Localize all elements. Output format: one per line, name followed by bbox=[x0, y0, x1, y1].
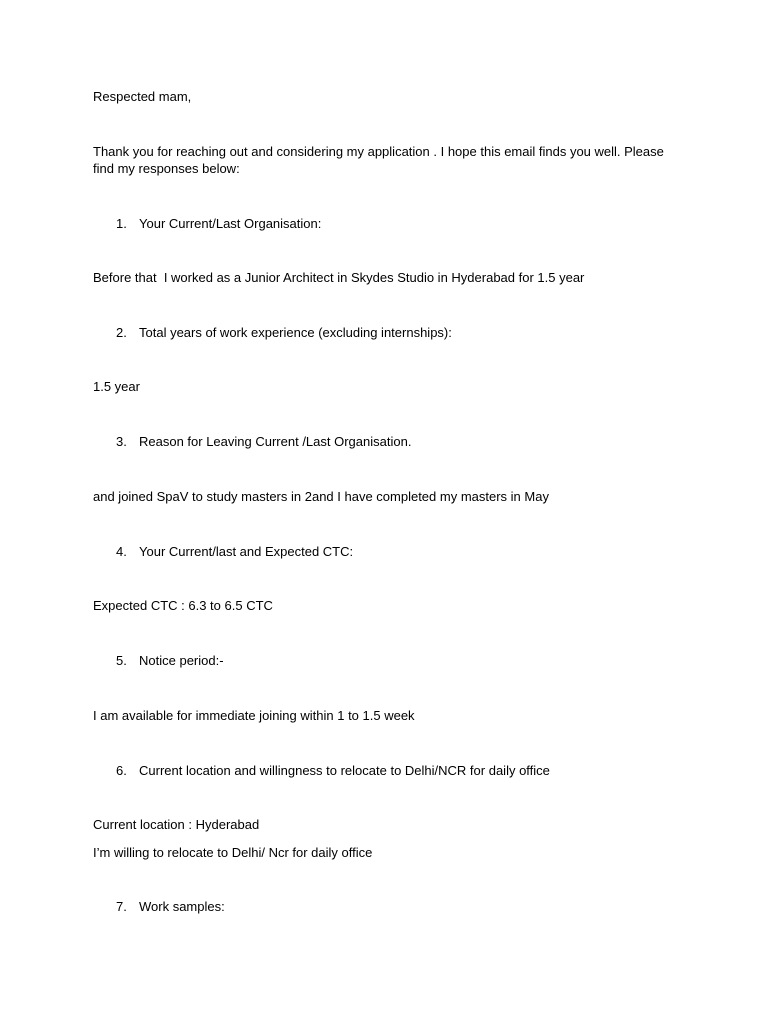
list-item-5 bbox=[116, 652, 676, 669]
question-text: Your Current/last and Expected CTC: bbox=[139, 544, 354, 559]
list-item-1 bbox=[116, 215, 676, 232]
question-text: Current location and willingness to relocate to Delhi/NCR for daily office bbox=[139, 763, 550, 778]
list-number: 1. bbox=[116, 216, 127, 231]
answer-line: I’m willing to relocate to Delhi/ Ncr for daily office bbox=[93, 845, 373, 860]
answer-line: 1.5 year bbox=[93, 379, 140, 394]
question-text: Notice period:- bbox=[139, 653, 224, 668]
list-item-6 bbox=[116, 762, 676, 779]
question-text: Work samples: bbox=[139, 899, 225, 914]
list-number: 3. bbox=[116, 434, 127, 449]
answer-line: I am available for immediate joining within 1 to 1.5 week bbox=[93, 708, 415, 723]
list-number: 6. bbox=[116, 763, 127, 778]
answer-line: Before that I worked as a Junior Architect in Skydes Studio in Hyderabad for 1.5 year bbox=[93, 270, 585, 285]
question-text: Total years of work experience (excluding internships): bbox=[139, 325, 452, 340]
list-item-3 bbox=[116, 433, 676, 450]
list-number: 2. bbox=[116, 325, 127, 340]
list-number: 7. bbox=[116, 899, 127, 914]
answer-line: and joined SpaV to study masters in 2and I have completed my masters in May bbox=[93, 489, 549, 504]
salutation: Respected mam, bbox=[93, 89, 192, 104]
list-item-4 bbox=[116, 543, 676, 560]
list-item-7 bbox=[116, 898, 676, 915]
answer-line: Current location : Hyderabad bbox=[93, 817, 260, 832]
list-item-2 bbox=[116, 324, 676, 341]
list-number: 5. bbox=[116, 653, 127, 668]
list-number: 4. bbox=[116, 544, 127, 559]
answer-line: Expected CTC : 6.3 to 6.5 CTC bbox=[93, 598, 273, 613]
intro-paragraph: Thank you for reaching out and considering my application . I hope this email finds you well. Please find my responses below: bbox=[93, 144, 668, 176]
question-text: Your Current/Last Organisation: bbox=[139, 216, 322, 231]
question-text: Reason for Leaving Current /Last Organisation. bbox=[139, 434, 412, 449]
